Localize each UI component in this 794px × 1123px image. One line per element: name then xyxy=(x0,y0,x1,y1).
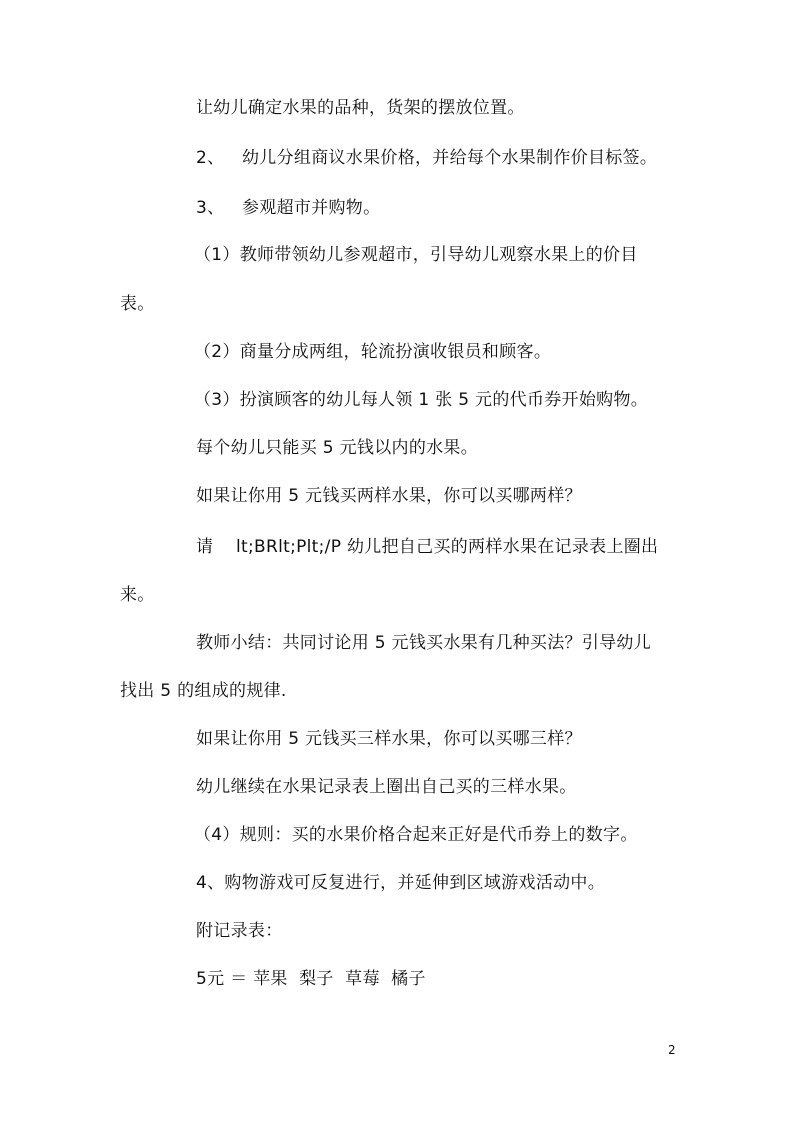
record-table-row: 5元 ＝ 苹果 梨子 草莓 橘子 xyxy=(196,969,426,989)
paragraph-line: （3）扮演顾客的幼儿每人领 1 张 5 元的代币券开始购物。 xyxy=(194,390,649,410)
paragraph-line: 找出 5 的组成的规律. xyxy=(120,681,287,701)
page-number: 2 xyxy=(668,1043,676,1057)
step-number: 3、 xyxy=(196,198,225,218)
paragraph-line: 附记录表： xyxy=(196,921,283,941)
paragraph-line: 来。 xyxy=(120,585,155,605)
paragraph-line: 表。 xyxy=(120,294,155,314)
paragraph-line: 如果让你用 5 元钱买两样水果，你可以买哪两样？ xyxy=(196,486,582,506)
paragraph-line: 幼儿继续在水果记录表上圈出自己买的三样水果。 xyxy=(196,777,577,797)
paragraph-line: （2）商量分成两组，轮流扮演收银员和顾客。 xyxy=(194,342,552,362)
step-number: 2、 xyxy=(196,148,225,168)
paragraph-line: 让幼儿确定水果的品种，货架的摆放位置。 xyxy=(196,98,525,118)
paragraph-line: 每个幼儿只能买 5 元钱以内的水果。 xyxy=(196,438,479,458)
paragraph-line: 幼儿分组商议水果价格，并给每个水果制作价目标签。 xyxy=(242,148,658,168)
paragraph-line: 请 xyxy=(196,537,214,557)
paragraph-line: 参观超市并购物。 xyxy=(242,198,381,218)
paragraph-line: （4）规则：买的水果价格合起来正好是代币券上的数字。 xyxy=(194,825,638,845)
paragraph-line: lt;BRlt;Plt;/P 幼儿把自己买的两样水果在记录表上圈出 xyxy=(236,537,659,557)
paragraph-line: 4、购物游戏可反复进行，并延伸到区域游戏活动中。 xyxy=(196,873,606,893)
paragraph-line: （1）教师带领幼儿参观超市，引导幼儿观察水果上的价目 xyxy=(194,245,638,265)
paragraph-line: 教师小结：共同讨论用 5 元钱买水果有几种买法？引导幼儿 xyxy=(196,633,652,653)
paragraph-line: 如果让你用 5 元钱买三样水果，你可以买哪三样？ xyxy=(196,729,582,749)
